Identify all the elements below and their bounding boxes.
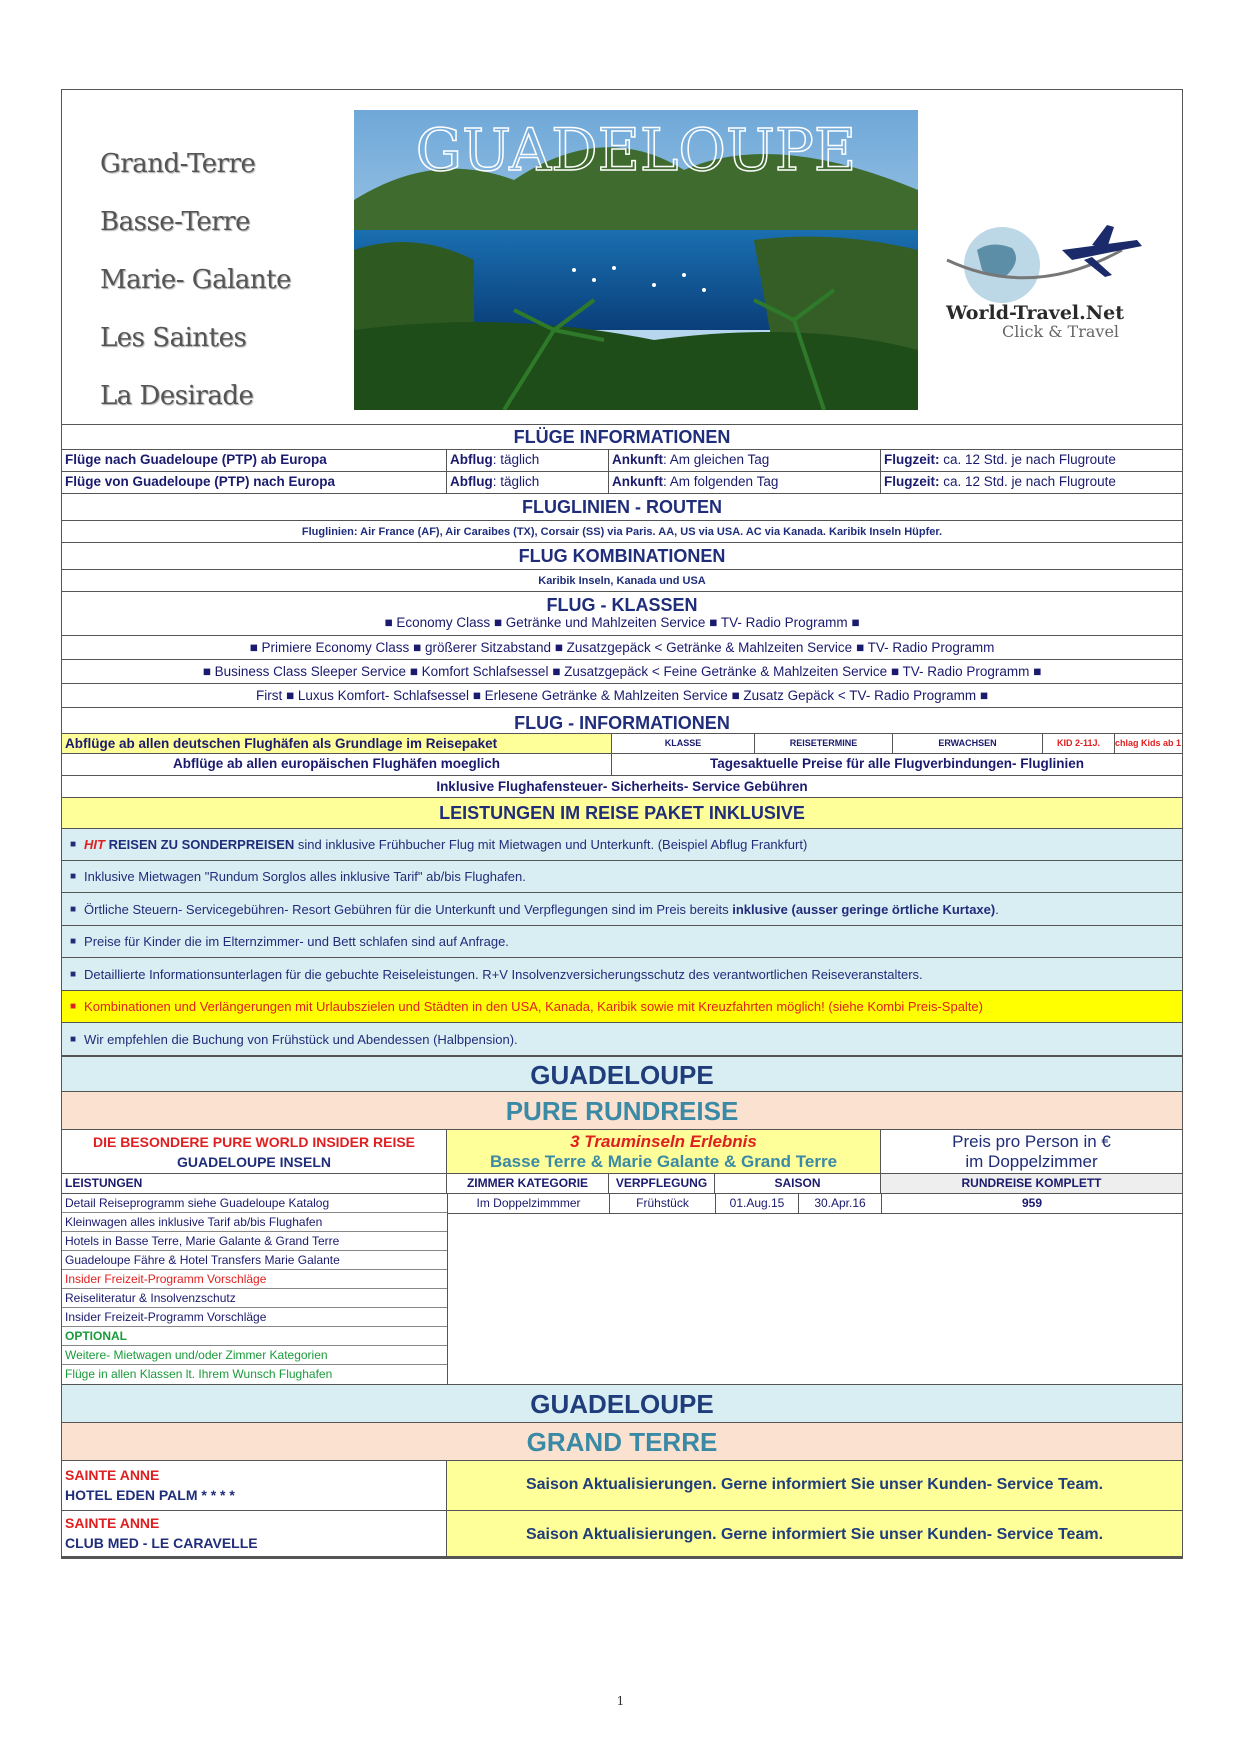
service-text: Kombinationen und Verlängerungen mit Urlaubszielen und Städten in den USA, Kanada, Karibik sowie mit Kreuzfahrten möglich! (siehe Kombi Preis-Spalte) xyxy=(84,999,983,1014)
departure-europe-cell: Abflüge ab allen europäischen Flughäfen moeglich xyxy=(62,754,612,775)
double-room-label: im Doppelzimmer xyxy=(965,1152,1098,1171)
header-banner xyxy=(62,90,1182,425)
season-column-header: SAISON xyxy=(715,1174,881,1193)
hotel-info xyxy=(62,1461,447,1510)
insider-tour-title: DIE BESONDERE PURE WORLD INSIDER REISE xyxy=(92,1134,416,1150)
service-item xyxy=(62,1023,1182,1056)
hit-label: HIT xyxy=(84,837,105,852)
section-title-combos: FLUG KOMBINATIONEN xyxy=(62,543,1182,570)
tour-detail xyxy=(62,1194,1182,1385)
service-item xyxy=(62,926,1182,958)
service-text: Detaillierte Informationsunterlagen für die gebuchte Reiseleistungen. R+V Insolvenzversicherungsschutz des verantwortlichen Reiseveranstalters. xyxy=(84,966,923,982)
section-title-flight-info: FLUG - INFORMATIONEN xyxy=(62,708,1182,734)
adult-column-header: ERWACHSEN xyxy=(893,734,1043,753)
tour-title-row xyxy=(62,1130,1182,1174)
section-title-classes: FLUG - KLASSEN xyxy=(62,592,1182,615)
price-label: Preis pro Person in € xyxy=(952,1132,1111,1151)
route-cell: Flüge von Guadeloupe (PTP) nach Europa xyxy=(62,472,447,493)
meals-column-header: VERPFLEGUNG xyxy=(609,1174,715,1193)
room-type-cell: Im Doppelzimmmer xyxy=(448,1194,610,1213)
combos-text: Karibik Inseln, Kanada und USA xyxy=(62,570,1182,592)
tour-column-headers xyxy=(62,1174,1182,1194)
routes-text: Fluglinien: Air France (AF), Air Caraibes (TX), Corsair (SS) via Paris. AA, US via USA. AC via Kanada. Karibik Inseln Hüpfer. xyxy=(62,521,1182,543)
island-list xyxy=(100,135,291,425)
kid-surcharge-column-header: chlag Kids ab 1 xyxy=(1115,738,1182,748)
departure-label: Abflug xyxy=(450,474,493,489)
service-strong-text: inklusive (ausser geringe örtliche Kurtaxe) xyxy=(732,901,996,917)
square-bullet-icon: ■ xyxy=(70,903,77,915)
square-bullet-icon: ■ xyxy=(70,1001,77,1012)
service-text-tail: . xyxy=(995,901,999,917)
season-to-cell: 30.Apr.16 xyxy=(799,1194,882,1213)
service-item-highlight xyxy=(62,991,1182,1023)
country-title: GUADELOUPE xyxy=(62,1385,1182,1423)
arrival-value: : Am folgenden Tag xyxy=(663,474,779,489)
tour-price-cell: 959 xyxy=(1021,1196,1043,1210)
square-bullet-icon: ■ xyxy=(70,1033,77,1045)
hotel-location: SAINTE ANNE xyxy=(65,1467,160,1483)
island-name: Les Saintes xyxy=(100,323,247,353)
departure-value: : täglich xyxy=(492,452,540,467)
square-bullet-icon: ■ xyxy=(70,839,77,850)
hotel-info xyxy=(62,1511,447,1556)
kid-column-header: KID 2-11J. xyxy=(1043,734,1115,753)
island-name: La Desirade xyxy=(100,381,254,411)
hotel-season-note: Saison Aktualisierungen. Gerne informiert Sie unser Kunden- Service Team. xyxy=(447,1461,1182,1510)
hotel-name: HOTEL EDEN PALM * * * * xyxy=(65,1487,235,1503)
departure-value: : täglich xyxy=(492,474,540,489)
region-subtitle: GRAND TERRE xyxy=(62,1423,1182,1461)
departure-cell xyxy=(447,472,609,493)
page-number: 1 xyxy=(616,1694,625,1708)
tour-mid-title xyxy=(447,1130,881,1173)
classes-section xyxy=(62,592,1182,708)
hotel-name: CLUB MED - LE CARAVELLE xyxy=(65,1535,258,1551)
hotel-location: SAINTE ANNE xyxy=(65,1515,160,1531)
room-column-header: ZIMMER KATEGORIE xyxy=(447,1174,609,1193)
class-row: ■ Business Class Sleeper Service ■ Komfort Schlafsessel ■ Zusatzgepäck < Feine Getränke & Mahlzeiten Service ■ TV- Radio Programm ■ xyxy=(62,660,1182,684)
hotel-row xyxy=(62,1511,1182,1558)
tour-service-item: Reiseliteratur & Insolvenzschutz xyxy=(62,1289,447,1308)
tour-price-area xyxy=(448,1194,1182,1384)
departure-cell xyxy=(447,450,609,471)
airport-fees-row: Inklusive Flughafensteuer- Sicherheits- Service Gebühren xyxy=(62,776,1182,798)
class-row: ■ Economy Class ■ Getränke und Mahlzeiten Service ■ TV- Radio Programm ■ xyxy=(62,615,1182,636)
tour-service-item: Guadeloupe Fähre & Hotel Transfers Marie Galante xyxy=(62,1251,447,1270)
departure-label: Abflug xyxy=(450,452,493,467)
island-name: Grand-Terre xyxy=(100,149,256,179)
departure-germany-cell: Abflüge ab allen deutschen Flughäfen als Grundlage im Reisepaket xyxy=(62,734,612,753)
flight-time-value: ca. 12 Std. je nach Flugroute xyxy=(939,452,1116,467)
guadeloupe-photo xyxy=(354,110,918,410)
logo-name: World-Travel.Net xyxy=(946,302,1124,324)
logo-tagline: Click & Travel xyxy=(1002,322,1120,341)
section-title-services: LEISTUNGEN IM REISE PAKET INKLUSIVE xyxy=(62,798,1182,829)
flight-row xyxy=(62,450,1182,472)
tour-subtitle: PURE RUNDREISE xyxy=(62,1092,1182,1130)
tour-left-title xyxy=(62,1130,447,1173)
meals-cell: Frühstück xyxy=(610,1194,716,1213)
season-from-cell: 01.Aug.15 xyxy=(716,1194,799,1213)
section-title-routes: FLUGLINIEN - ROUTEN xyxy=(62,494,1182,521)
service-text: sind inklusive Frühbucher Flug mit Mietwagen und Unterkunft. (Beispiel Abflug Frankfurt) xyxy=(294,837,808,852)
tour-total-column-header: RUNDREISE KOMPLETT xyxy=(881,1174,1182,1193)
price-per-person xyxy=(881,1130,1182,1173)
arrival-label: Ankunft xyxy=(612,452,663,467)
tour-service-item: Flüge in allen Klassen lt. Ihrem Wunsch Flughafen xyxy=(65,1367,333,1381)
island-name: Marie- Galante xyxy=(100,265,291,295)
flight-time-label: Flugzeit: xyxy=(884,474,940,489)
square-bullet-icon: ■ xyxy=(70,936,77,947)
arrival-label: Ankunft xyxy=(612,474,663,489)
daily-prices-cell: Tagesaktuelle Preise für alle Flugverbindungen- Fluglinien xyxy=(709,756,1085,771)
flight-time-value: ca. 12 Std. je nach Flugroute xyxy=(939,474,1116,489)
service-item xyxy=(62,958,1182,991)
tour-service-item: Hotels in Basse Terre, Marie Galante & Grand Terre xyxy=(62,1232,447,1251)
flight-time-cell xyxy=(881,450,1182,471)
flight-info-header-row xyxy=(62,734,1182,754)
flight-time-label: Flugzeit: xyxy=(884,452,940,467)
flight-info-row xyxy=(62,754,1182,776)
hotel-row xyxy=(62,1461,1182,1511)
arrival-cell xyxy=(609,450,881,471)
service-text: Preise für Kinder die im Elternzimmer- und Bett schlafen sind auf Anfrage. xyxy=(84,934,509,949)
section-title-flights: FLÜGE INFORMATIONEN xyxy=(62,425,1182,450)
island-name: Basse-Terre xyxy=(100,207,250,237)
islands-subtitle: GUADELOUPE INSELN xyxy=(176,1154,331,1170)
service-item xyxy=(62,861,1182,893)
service-text: Wir empfehlen die Buchung von Frühstück und Abendessen (Halbpension). xyxy=(84,1031,518,1047)
dream-islands-title: 3 Trauminseln Erlebnis xyxy=(570,1132,757,1151)
services-column-header: LEISTUNGEN xyxy=(62,1174,447,1193)
square-bullet-icon: ■ xyxy=(70,968,77,980)
arrival-cell xyxy=(609,472,881,493)
bay-landscape-image xyxy=(354,110,918,410)
tour-service-item: Weitere- Mietwagen und/oder Zimmer Kategorien xyxy=(62,1346,447,1365)
service-item xyxy=(62,829,1182,861)
tour-service-item: Kleinwagen alles inklusive Tarif ab/bis Flughafen xyxy=(62,1213,447,1232)
tour-service-item: Insider Freizeit-Programm Vorschläge xyxy=(62,1270,447,1289)
service-text: Örtliche Steuern- Servicegebühren- Resort Gebühren für die Unterkunft und Verpflegungen sind im Preis bereits xyxy=(84,901,733,917)
square-bullet-icon: ■ xyxy=(70,871,77,882)
flight-row xyxy=(62,472,1182,494)
document-frame xyxy=(61,89,1183,1559)
class-row: ■ Primiere Economy Class ■ größerer Sitzabstand ■ Zusatzgepäck < Getränke & Mahlzeiten Service ■ TV- Radio Programm xyxy=(62,636,1182,660)
islands-route: Basse Terre & Marie Galante & Grand Terre xyxy=(489,1152,838,1171)
service-item xyxy=(62,893,1182,926)
arrival-value: : Am gleichen Tag xyxy=(663,452,770,467)
optional-label: OPTIONAL xyxy=(62,1327,447,1346)
country-title: GUADELOUPE xyxy=(62,1056,1182,1092)
hotel-season-note: Saison Aktualisierungen. Gerne informiert Sie unser Kunden- Service Team. xyxy=(447,1511,1182,1556)
photo-title: GUADELOUPE xyxy=(415,116,857,184)
tour-service-item: Insider Freizeit-Programm Vorschläge xyxy=(62,1308,447,1327)
tour-services-list xyxy=(62,1194,448,1384)
travel-dates-column-header: REISETERMINE xyxy=(755,734,893,753)
service-text: Inklusive Mietwagen "Rundum Sorglos alles inklusive Tarif" ab/bis Flughafen. xyxy=(84,869,526,884)
class-column-header: KLASSE xyxy=(612,734,755,753)
flight-time-cell xyxy=(881,472,1182,493)
route-cell: Flüge nach Guadeloupe (PTP) ab Europa xyxy=(62,450,447,471)
tour-service-item: Detail Reiseprogramm siehe Guadeloupe Katalog xyxy=(62,1194,447,1213)
class-row: First ■ Luxus Komfort- Schlafsessel ■ Erlesene Getränke & Mahlzeiten Service ■ Zusatz Gepäck < TV- Radio Programm ■ xyxy=(62,684,1182,708)
special-price-label: REISEN ZU SONDERPREISEN xyxy=(105,837,295,852)
world-travel-logo xyxy=(942,220,1152,340)
